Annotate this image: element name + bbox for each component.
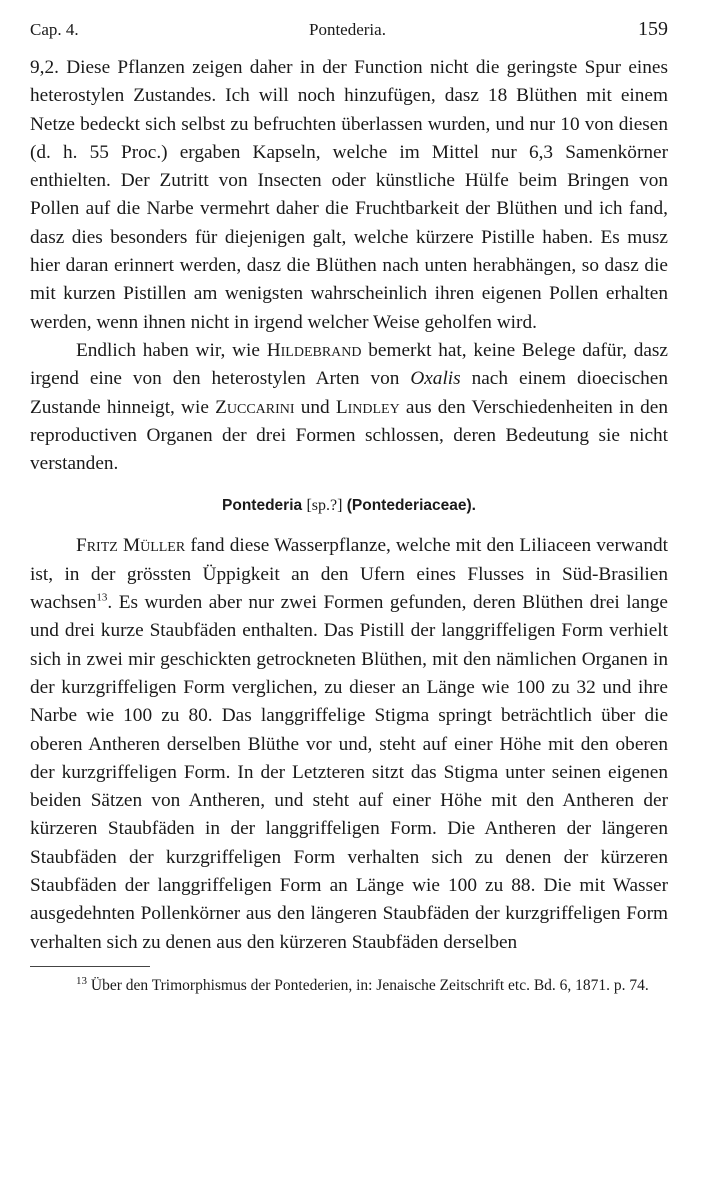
book-page bbox=[30, 14, 668, 997]
paragraph-oxalis: Endlich haben wir, wie Hildebrand bemerkt hat, keine Belege dafür, dasz irgend eine von den heterostylen Arten von Oxalis nach einem dioecischen Zustande hinneigt, wie Zuccarini und Lindley aus den Verschiedenheiten in den reproductiven Organen der drei Formen schlossen, deren Bedeutung sie nicht verstanden. bbox=[30, 339, 669, 475]
heading-species: [sp.?] bbox=[306, 497, 343, 515]
running-head bbox=[30, 14, 668, 48]
paragraph-pontederia: Fritz Müller fand diese Wasserpflanze, welche mit den Liliaceen verwandt ist, in der grössten Üppigkeit an den Ufern eines Flusses in Süd-Brasilien wachsen$^{13}$. Es wurden aber nur zwei Formen gefunden, deren Blüthen drei lange und drei kurze Staubfäden enthalten. Das Pistill der langgriffeligen Form verhielt sich in zwei mir geschickten getrockneten Blüthen, mit den nämlichen Organen in der kurzgriffeligen Form verglichen, zu dieser an Länge wie 100 zu 32 und ihre Narbe wie 100 zu 80. Das langgriffelige Stigma springt beträchtlich über die oberen Antheren derselben Blüthe vor und, steht auf einer Höhe mit den oberen der kurzgriffeligen Form. In der Letzteren sitzt das Stigma unter seinen eigenen beiden Sätzen von Antheren, und steht auf einer Höhe mit den Antheren der kürzeren Staubfäden in der langgriffeligen Form. Die Antheren der längeren Staubfäden der kurzgriffeligen Form verhalten sich zu denen der kürzeren Staubfäden der langgriffeligen Form an Länge wie 100 zu 88. Die mit Wasser ausgedehnten Pollenkörner aus den längeren Staubfäden der kurzgriffeligen Form verhalten sich zu denen aus den kürzeren Staubfäden derselben bbox=[30, 535, 668, 953]
main-text bbox=[30, 54, 668, 957]
heading-genus: Pontederia bbox=[222, 497, 303, 515]
footnote-number: 13 bbox=[76, 974, 87, 987]
footnote-text: Über den Trimorphismus der Pontederien, in: Jenaische Zeitschrift etc. Bd. 6, 1871. p. 74. bbox=[87, 976, 649, 994]
author-zuccarini: Zuccarini bbox=[215, 396, 295, 418]
author-hildebrand: Hildebrand bbox=[266, 339, 362, 361]
page-number: 159 bbox=[638, 18, 668, 40]
paragraph-continuation: 9,2. Diese Pflanzen zeigen daher in der Function nicht die geringste Spur eines heterostylen Zustandes. Ich will noch hinzufügen, dasz 18 Blüthen mit einem Netze bedeckt sich selbst zu befruchten überlassen wurden, und nur 10 von diesen (d. h. 55 Proc.) ergaben Kapseln, welche im Mittel nur 6,3 Samenkörner enthielten. Der Zutritt von Insecten oder künstliche Hülfe beim Bringen von Pollen auf die Narbe vermehrt daher die Fruchtbarkeit der Blüthen und ich fand, dasz dies besonders für diejenigen galt, welche kürzere Pistille haben. Es musz hier daran erinnert werden, dasz die Blüthen nach unten herabhängen, so dasz die mit kurzen Pistillen am wenigsten wahrscheinlich ihren eigenen Pollen erhalten werden, wenn ihnen nicht in irgend welcher Weise geholfen wird. bbox=[30, 57, 668, 333]
author-fritz-mueller: Fritz Müller bbox=[76, 535, 186, 557]
running-title: Pontederia. bbox=[309, 20, 386, 39]
footnote bbox=[30, 975, 668, 997]
footnote-reference[interactable]: 13 bbox=[96, 591, 108, 604]
genus-oxalis: Oxalis bbox=[410, 368, 461, 390]
footnote-divider bbox=[30, 966, 150, 967]
author-lindley: Lindley bbox=[335, 396, 400, 418]
heading-family: (Pontederiaceae). bbox=[346, 497, 476, 515]
section-heading bbox=[30, 494, 668, 518]
chapter-label: Cap. 4. bbox=[30, 20, 79, 39]
